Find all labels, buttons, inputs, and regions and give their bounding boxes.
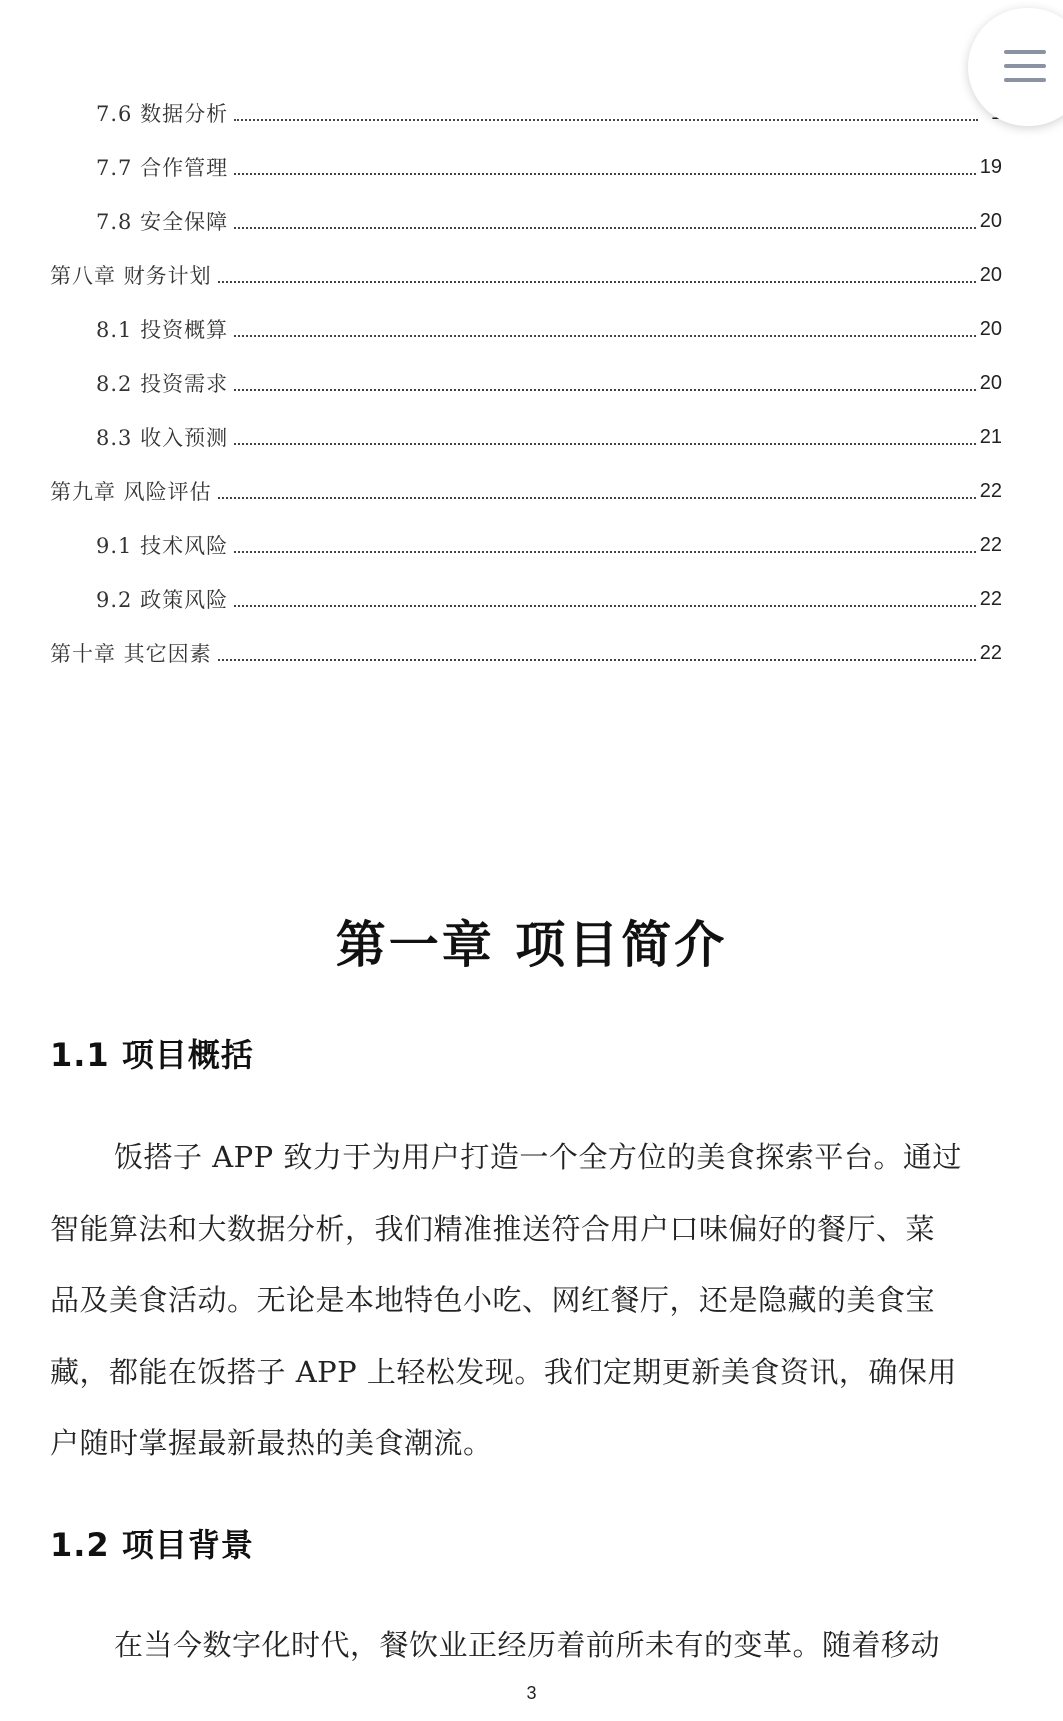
toc-entry-page: 22	[979, 479, 1002, 502]
hamburger-menu-icon-bar	[1004, 64, 1046, 68]
paragraph-line: 藏，都能在饭搭子 APP 上轻松发现。我们定期更新美食资讯，确保用	[50, 1354, 957, 1389]
toc-entry-8-1[interactable]	[50, 302, 1002, 356]
toc-entry-page: 22	[979, 587, 1002, 610]
section-title-1-1: 1.1 项目概括	[50, 1036, 254, 1074]
toc-dot-leader	[218, 659, 976, 661]
toc-dot-leader	[234, 335, 976, 337]
page-number: 3	[526, 1683, 537, 1703]
toc-entry-8-3[interactable]	[50, 410, 1002, 464]
toc-entry-7-6[interactable]	[50, 86, 1002, 140]
toc-entry-page: 21	[979, 425, 1002, 448]
paragraph-line: 智能算法和大数据分析，我们精准推送符合用户口味偏好的餐厅、菜	[50, 1211, 936, 1246]
toc-entry-page: 20	[979, 371, 1002, 394]
section-title-1-2: 1.2 项目背景	[50, 1526, 254, 1564]
toc-dot-leader	[218, 281, 976, 283]
toc-dot-leader	[234, 551, 976, 553]
toc-entry-7-7[interactable]	[50, 140, 1002, 194]
toc-dot-leader	[234, 443, 976, 445]
toc-dot-leader	[234, 605, 976, 607]
toc-entry-label: 9.2 政策风险	[96, 588, 229, 612]
toc-entry-chapter-10[interactable]	[50, 626, 1002, 680]
paragraph-line: 在当今数字化时代，餐饮业正经历着前所未有的变革。随着移动	[114, 1628, 941, 1662]
toc-entry-9-2[interactable]	[50, 572, 1002, 626]
toc-entry-label: 7.8 安全保障	[96, 210, 229, 234]
toc-entry-label: 第九章 风险评估	[50, 480, 212, 504]
toc-entry-label: 8.3 收入预测	[96, 426, 229, 450]
toc-entry-8-2[interactable]	[50, 356, 1002, 410]
toc-entry-page: 20	[979, 209, 1002, 232]
toc-entry-page: 19	[979, 155, 1002, 178]
toc-dot-leader	[234, 389, 976, 391]
table-of-contents	[50, 86, 1002, 680]
toc-entry-page: 20	[979, 317, 1002, 340]
paragraph-line: 品及美食活动。无论是本地特色小吃、网红餐厅，还是隐藏的美食宝	[50, 1283, 936, 1317]
hamburger-menu-icon-bar	[1004, 78, 1046, 82]
toc-entry-7-8[interactable]	[50, 194, 1002, 248]
toc-entry-label: 7.7 合作管理	[96, 156, 229, 180]
toc-entry-page: 20	[979, 263, 1002, 286]
toc-entry-label: 8.1 投资概算	[96, 318, 229, 342]
toc-entry-label: 9.1 技术风险	[96, 534, 229, 558]
toc-entry-page: 22	[979, 533, 1002, 556]
toc-entry-chapter-8[interactable]	[50, 248, 1002, 302]
toc-dot-leader	[234, 119, 978, 121]
toc-entry-chapter-9[interactable]	[50, 464, 1002, 518]
toc-entry-label: 第八章 财务计划	[50, 264, 212, 288]
toc-entry-label: 第十章 其它因素	[50, 642, 212, 666]
toc-entry-9-1[interactable]	[50, 518, 1002, 572]
paragraph-line: 户随时掌握最新最热的美食潮流。	[50, 1426, 493, 1460]
chapter-title: 第一章 项目简介	[335, 916, 728, 974]
toc-dot-leader	[234, 227, 976, 229]
paragraph-line: 饭搭子 APP 致力于为用户打造一个全方位的美食探索平台。通过	[114, 1140, 962, 1174]
section-1-2-paragraph	[50, 1610, 1002, 1682]
toc-dot-leader	[234, 173, 976, 175]
section-1-1-paragraph	[50, 1122, 1002, 1480]
toc-dot-leader	[218, 497, 976, 499]
hamburger-menu-icon	[1004, 50, 1046, 54]
toc-entry-label: 8.2 投资需求	[96, 372, 229, 396]
toc-entry-page: 22	[979, 641, 1002, 664]
toc-entry-label: 7.6 数据分析	[96, 102, 229, 126]
